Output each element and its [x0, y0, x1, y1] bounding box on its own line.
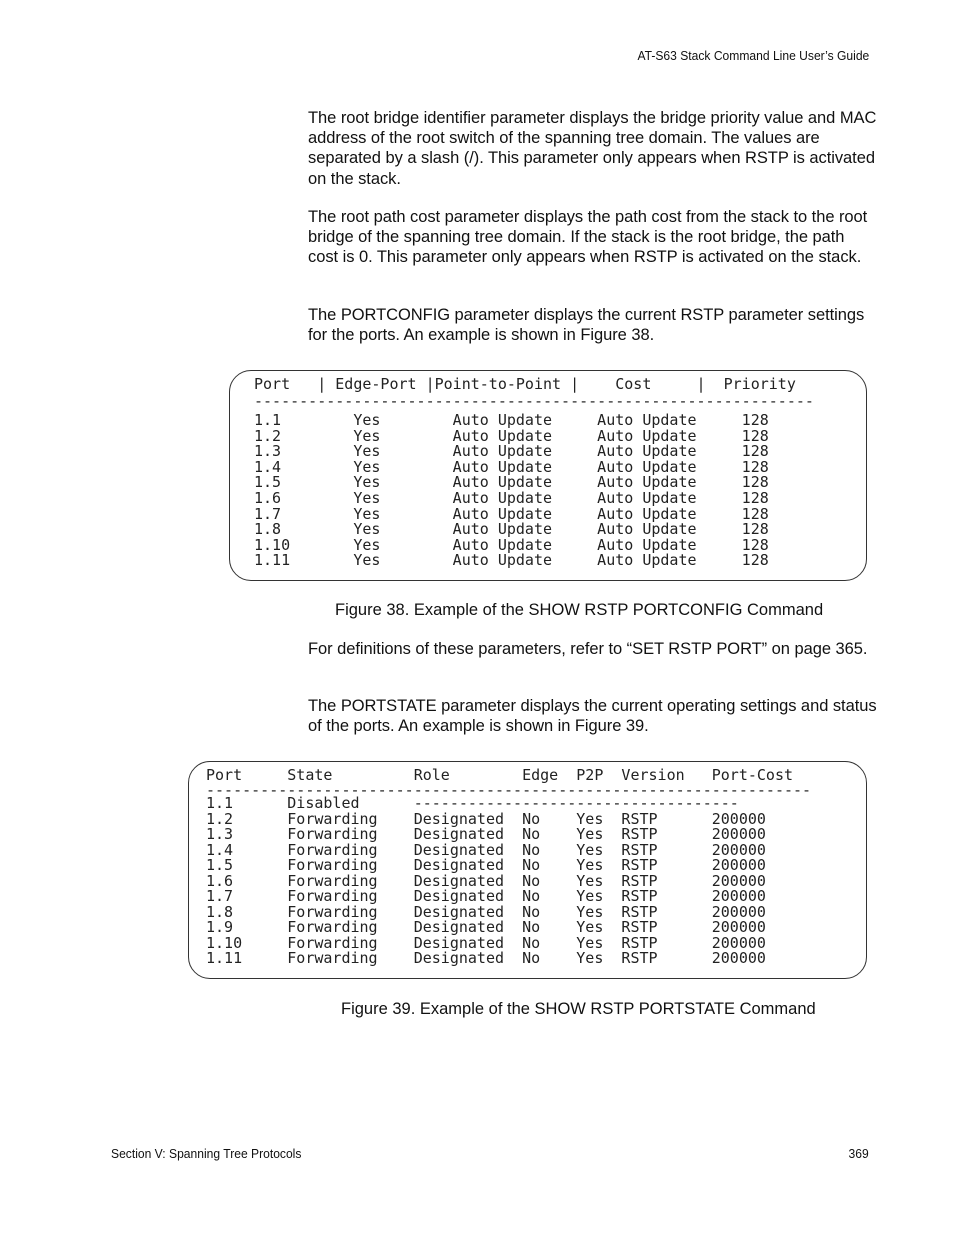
figure-38-header: Port | Edge-Port |Point-to-Point | Cost | Priority	[254, 375, 796, 393]
table-row: 1.5 Forwarding Designated No Yes RSTP 200000	[206, 856, 766, 874]
page-number: 369	[848, 1146, 869, 1161]
table-row: 1.7 Forwarding Designated No Yes RSTP 200000	[206, 887, 766, 905]
figure-38-separator: --------------------------------------------------------------	[254, 392, 814, 410]
table-row: 1.6 Yes Auto Update Auto Update 128	[254, 488, 769, 507]
table-row: 1.2 Forwarding Designated No Yes RSTP 200000	[206, 809, 766, 828]
paragraph-portconfig: The PORTCONFIG parameter displays the current RSTP parameter settings for the ports. An example is shown in Figure 38.	[308, 306, 865, 345]
figure-39-caption: Figure 39. Example of the SHOW RSTP PORTSTATE Command	[341, 1000, 816, 1018]
paragraph-root-bridge: The root bridge identifier parameter displays the bridge priority value and MAC address of the root switch of the spanning tree domain. The values are separated by a slash (/). This parameter only appears when RSTP is activated on the stack.	[308, 109, 877, 188]
figure-39-separator: -------------------------------------------------------------------	[206, 781, 812, 799]
paragraph-definitions: For definitions of these parameters, refer to “SET RSTP PORT” on page 365.	[308, 640, 868, 658]
table-row: 1.2 Yes Auto Update Auto Update 128	[254, 426, 769, 445]
table-row: 1.6 Forwarding Designated No Yes RSTP 200000	[206, 871, 766, 890]
table-row: 1.9 Forwarding Designated No Yes RSTP 200000	[206, 918, 766, 936]
paragraph-portstate: The PORTSTATE parameter displays the current operating settings and status of the ports. An example is shown in Figure 39.	[308, 697, 877, 736]
table-row: 1.1 Yes Auto Update Auto Update 128	[254, 411, 769, 429]
paragraph-root-path-cost: The root path cost parameter displays the path cost from the stack to the root bridge of the spanning tree domain. If the stack is the root bridge, the path cost is 0. This parameter only appears when RSTP is activated on the stack.	[308, 208, 868, 267]
running-header: AT-S63 Stack Command Line User’s Guide	[637, 48, 869, 63]
figure-39-header: Port State Role Edge P2P Version Port-Cost	[206, 766, 793, 784]
table-row: 1.4 Yes Auto Update Auto Update 128	[254, 457, 769, 476]
footer-section-title: Section V: Spanning Tree Protocols	[111, 1146, 302, 1161]
figure-38-caption: Figure 38. Example of the SHOW RSTP PORTCONFIG Command	[335, 601, 824, 619]
table-row: 1.5 Yes Auto Update Auto Update 128	[254, 473, 769, 492]
table-row: 1.11 Yes Auto Update Auto Update 128	[254, 551, 769, 570]
table-row: 1.10 Yes Auto Update Auto Update 128	[254, 535, 769, 554]
table-row: 1.8 Forwarding Designated No Yes RSTP 200000	[206, 902, 766, 921]
table-row: 1.11 Forwarding Designated No Yes RSTP 200000	[206, 949, 766, 967]
table-row: 1.3 Yes Auto Update Auto Update 128	[254, 442, 769, 461]
figure-38-rows	[254, 413, 769, 569]
table-row: 1.7 Yes Auto Update Auto Update 128	[254, 504, 769, 523]
table-row: 1.4 Forwarding Designated No Yes RSTP 200000	[206, 840, 766, 859]
table-row: 1.8 Yes Auto Update Auto Update 128	[254, 520, 769, 539]
table-row: 1.1 Disabled ------------------------------------	[206, 794, 739, 812]
table-row: 1.10 Forwarding Designated No Yes RSTP 200000	[206, 933, 766, 952]
table-row: 1.3 Forwarding Designated No Yes RSTP 200000	[206, 825, 766, 843]
figure-39-rows	[206, 796, 766, 967]
